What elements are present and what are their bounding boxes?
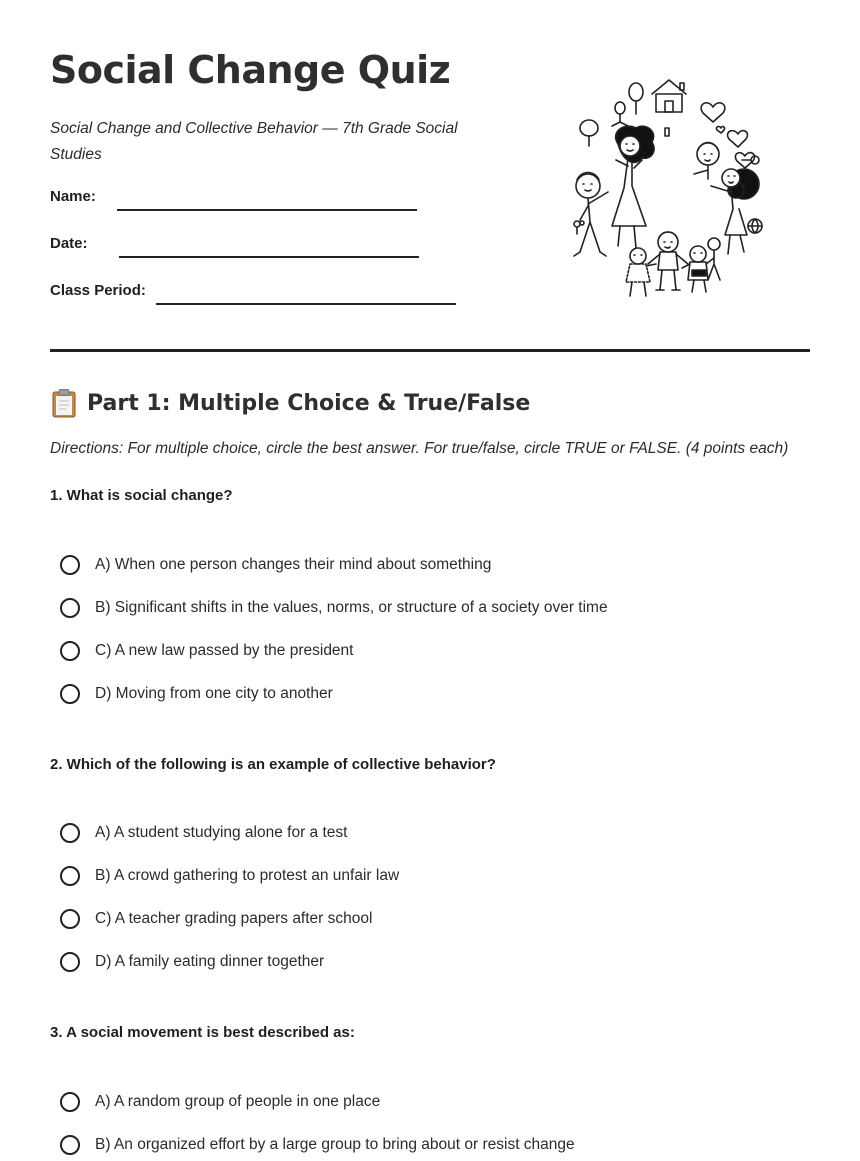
radio-circle[interactable] bbox=[60, 555, 80, 575]
name-field bbox=[50, 188, 417, 205]
option-label: C) A teacher grading papers after school bbox=[95, 910, 373, 927]
radio-circle[interactable] bbox=[60, 598, 80, 618]
class-period-label: Class Period: bbox=[50, 282, 146, 299]
question-3: 3. A social movement is best described as: bbox=[50, 1024, 355, 1041]
quiz-header bbox=[50, 0, 810, 352]
question-1-option-c[interactable] bbox=[60, 638, 353, 664]
boy-figure-icon bbox=[574, 173, 608, 257]
question-2-option-d[interactable] bbox=[60, 949, 324, 975]
question-2-option-a[interactable] bbox=[60, 820, 347, 846]
option-label: C) A new law passed by the president bbox=[95, 642, 354, 659]
class-period-field bbox=[50, 282, 456, 299]
quiz-page bbox=[50, 0, 810, 1153]
option-label: B) Significant shifts in the values, norms, or structure of a society over time bbox=[95, 599, 608, 616]
radio-circle[interactable] bbox=[60, 952, 80, 972]
flower-icon bbox=[574, 221, 584, 234]
question-1: 1. What is social change? bbox=[50, 487, 233, 504]
page-subtitle: Social Change and Collective Behavior — 7th Grade Social Studies bbox=[50, 120, 458, 163]
question-3-option-a[interactable] bbox=[60, 1089, 380, 1115]
child-figure-icon bbox=[708, 238, 720, 280]
tree-icon bbox=[580, 120, 598, 146]
question-1-option-a[interactable] bbox=[60, 552, 491, 578]
radio-circle[interactable] bbox=[60, 866, 80, 886]
part-1-heading bbox=[50, 388, 530, 418]
question-1-option-d[interactable] bbox=[60, 681, 333, 707]
option-label: A) A random group of people in one place bbox=[95, 1093, 381, 1110]
option-label: D) Moving from one city to another bbox=[95, 685, 333, 702]
radio-circle[interactable] bbox=[60, 909, 80, 929]
name-blank-line[interactable] bbox=[117, 209, 417, 211]
woman-figure-icon bbox=[612, 126, 654, 248]
part-1-directions: Directions: For multiple choice, circle the best answer. For true/false, circle TRUE or FALSE. (4 points each) bbox=[50, 440, 789, 457]
name-label: Name: bbox=[50, 188, 96, 205]
house-icon bbox=[652, 80, 686, 112]
radio-circle[interactable] bbox=[60, 1092, 80, 1112]
radio-circle[interactable] bbox=[60, 823, 80, 843]
option-label: B) An organized effort by a large group to bring about or resist change bbox=[95, 1136, 575, 1153]
option-label: A) When one person changes their mind about something bbox=[95, 556, 492, 573]
door-icon bbox=[665, 128, 669, 136]
option-label: A) A student studying alone for a test bbox=[95, 824, 348, 841]
child-figure-icon bbox=[682, 246, 714, 292]
children-holding-hands-circle-illustration bbox=[568, 74, 770, 300]
globe-icon bbox=[748, 219, 762, 233]
clipboard-icon bbox=[50, 388, 78, 418]
child-figure-icon bbox=[648, 232, 688, 290]
question-1-option-b[interactable] bbox=[60, 595, 608, 621]
child-figure-icon bbox=[626, 248, 656, 296]
question-3-option-b[interactable] bbox=[60, 1132, 575, 1158]
radio-circle[interactable] bbox=[60, 641, 80, 661]
question-2-option-b[interactable] bbox=[60, 863, 399, 889]
page-title: Social Change Quiz bbox=[50, 48, 451, 92]
class-period-blank-line[interactable] bbox=[156, 303, 456, 305]
date-label: Date: bbox=[50, 235, 88, 252]
radio-circle[interactable] bbox=[60, 1135, 80, 1155]
date-blank-line[interactable] bbox=[119, 256, 419, 258]
boy-figure-icon bbox=[694, 143, 719, 180]
date-field bbox=[50, 235, 419, 252]
radio-circle[interactable] bbox=[60, 684, 80, 704]
tree-icon bbox=[612, 83, 643, 126]
question-2-option-c[interactable] bbox=[60, 906, 372, 932]
option-label: B) A crowd gathering to protest an unfair law bbox=[95, 867, 400, 884]
header-divider bbox=[50, 349, 810, 352]
option-label: D) A family eating dinner together bbox=[95, 953, 325, 970]
part-1-title: Part 1: Multiple Choice & True/False bbox=[87, 390, 531, 416]
question-2: 2. Which of the following is an example of collective behavior? bbox=[50, 756, 496, 773]
